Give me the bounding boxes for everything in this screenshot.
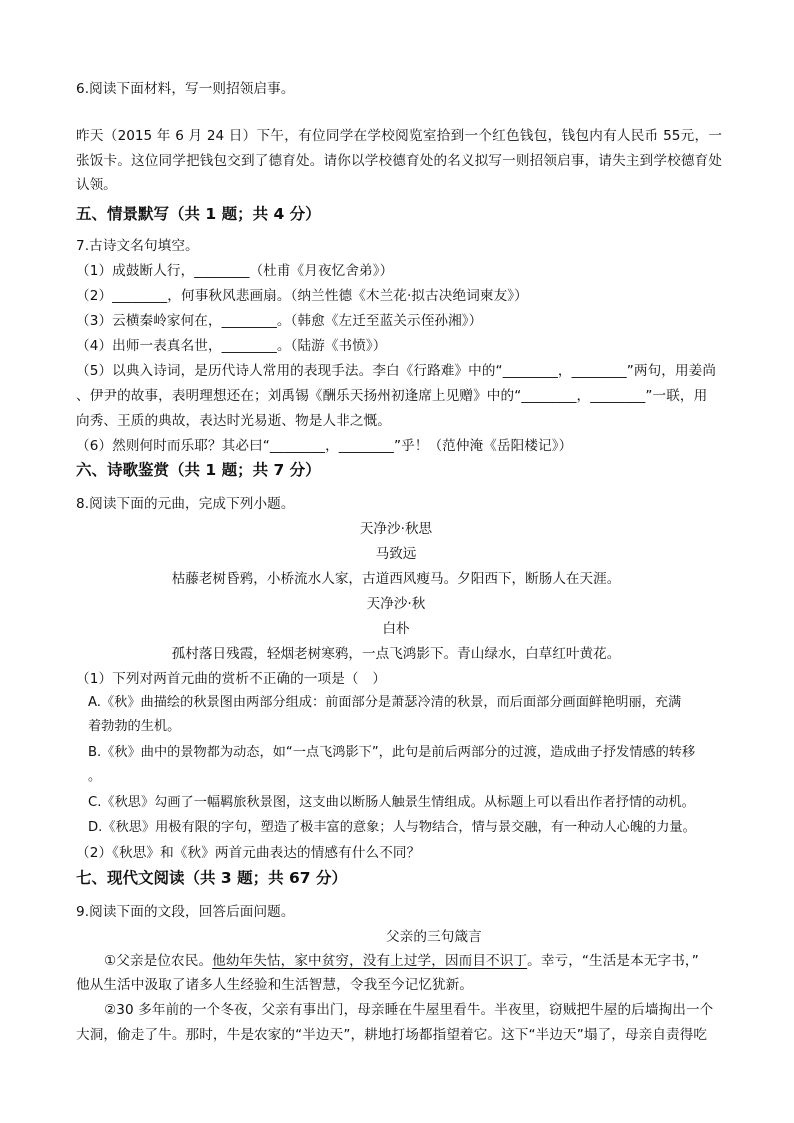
paragraph-1-line-1 <box>104 952 724 970</box>
question-7-prompt: 7.古诗文名句填空。 <box>76 238 199 254</box>
question-6-material: 昨天（2015 年 6 月 24 日）下午，有位同学在学校阅览室拾到一个红色钱包，钱包内有人民币 55元，一张饭卡。这位同学把钱包交到了德育处。请你以学校德育处的名义拟写一则招领启事，请失主到学校德育处认领。 <box>76 128 722 193</box>
section-7-heading: 七、现代文阅读（共 3 题；共 67 分） <box>76 869 347 887</box>
question-6-prompt: 6.阅读下面材料，写一则招领启事。 <box>76 81 295 97</box>
question-7-item-1: （1）成鼓断人行，________（杜甫《月夜忆舍弟》） <box>76 263 394 279</box>
paragraph-2-line-1: ②30 多年前的一个冬夜，父亲有事出门，母亲睡在牛屋里看牛。半夜里，窃贼把牛屋的后墙掏出一个 <box>104 1002 714 1018</box>
poem-1-author: 马致远 <box>375 546 417 562</box>
question-7-item-4: （4）出师一表真名世，________。（陆游《书愤》） <box>76 338 387 354</box>
question-7-item-5-line-2: 、伊尹的故事，表明理想还在；刘禹锡《酬乐天扬州初逢席上见赠》中的“________，________”一联，用 <box>76 388 708 404</box>
paragraph-1-line-2: 他从生活中汲取了诸多人生经验和生活智慧，令我至今记忆犹新。 <box>76 977 474 993</box>
option-c: C.《秋思》勾画了一幅羁旅秋景图，这支曲以断肠人触景生情组成。从标题上可以看出作者抒情的动机。 <box>88 795 695 810</box>
poem-2-author: 白朴 <box>382 621 410 637</box>
poem-1-title: 天净沙·秋思 <box>359 521 433 537</box>
option-a-line-2: 着勃勃的生机。 <box>88 719 181 734</box>
question-7-item-2: （2）________，何事秋风悲画扇。（纳兰性德《木兰花·拟古决绝词柬友》） <box>76 288 528 304</box>
question-8-sub-2: （2）《秋思》和《秋》两首元曲表达的情感有什么不同？ <box>76 845 421 861</box>
question-7-item-5-line-3: 向秀、王质的典故，表达时光易逝、物是人非之慨。 <box>76 413 391 429</box>
question-7-item-3: （3）云横秦岭家何在，________。（韩愈《左迁至蓝关示侄孙湘》） <box>76 313 483 329</box>
poem-2-text: 孤村落日残霞，轻烟老树寒鸦，一点飞鸿影下。青山绿水，白草红叶黄花。 <box>171 646 621 662</box>
paragraph-2-line-2: 大洞，偷走了牛。那时，牛是农家的“半边天”，耕地打场都指望着它。这下“半边天”塌了，母亲自责得吃 <box>76 1027 708 1043</box>
question-7-item-5-line-1: （5）以典入诗词，是历代诗人常用的表现手法。李白《行路难》中的“________，________”两句，用姜尚 <box>76 363 717 379</box>
section-6-heading: 六、诗歌鉴赏（共 1 题；共 7 分） <box>76 461 321 479</box>
option-a-line-1: A.《秋》曲描绘的秋景图由两部分组成：前面部分是萧瑟冷清的秋景，而后面部分画面鲜艳明丽，充满 <box>88 695 682 710</box>
poem-1-text: 枯藤老树昏鸦，小桥流水人家，古道西风瘦马。夕阳西下，断肠人在天涯。 <box>171 571 621 587</box>
article-title: 父亲的三句箴言 <box>386 929 482 945</box>
paragraph-1-end: 。幸亏，“生活是本无字书，” <box>527 953 699 969</box>
paragraph-1-start: ①父亲是位农民。 <box>104 953 213 969</box>
paragraph-1-underlined: 他幼年失怙，家中贫穷，没有上过学，因而目不识丁 <box>212 953 528 969</box>
question-7-item-6: （6）然则何时而乐耶？其必曰“________，________”乎！（范仲淹《岳阳楼记》） <box>76 438 573 454</box>
option-b-line-2: 。 <box>88 769 102 784</box>
option-d: D.《秋思》用极有限的字句，塑造了极丰富的意象；人与物结合，情与景交融，有一种动人心魄的力量。 <box>88 820 696 835</box>
poem-2-title: 天净沙·秋 <box>366 596 426 612</box>
question-8-sub-1: （1）下列对两首元曲的赏析不正确的一项是（ ） <box>76 671 387 687</box>
question-9-prompt: 9.阅读下面的文段，回答后面问题。 <box>76 904 295 920</box>
option-b-line-1: B.《秋》曲中的景物都为动态，如“一点飞鸿影下”，此句是前后两部分的过渡，造成曲子抒发情感的转移 <box>88 745 696 760</box>
section-5-heading: 五、情景默写（共 1 题；共 4 分） <box>76 205 321 223</box>
question-8-prompt: 8.阅读下面的元曲，完成下列小题。 <box>76 496 295 512</box>
